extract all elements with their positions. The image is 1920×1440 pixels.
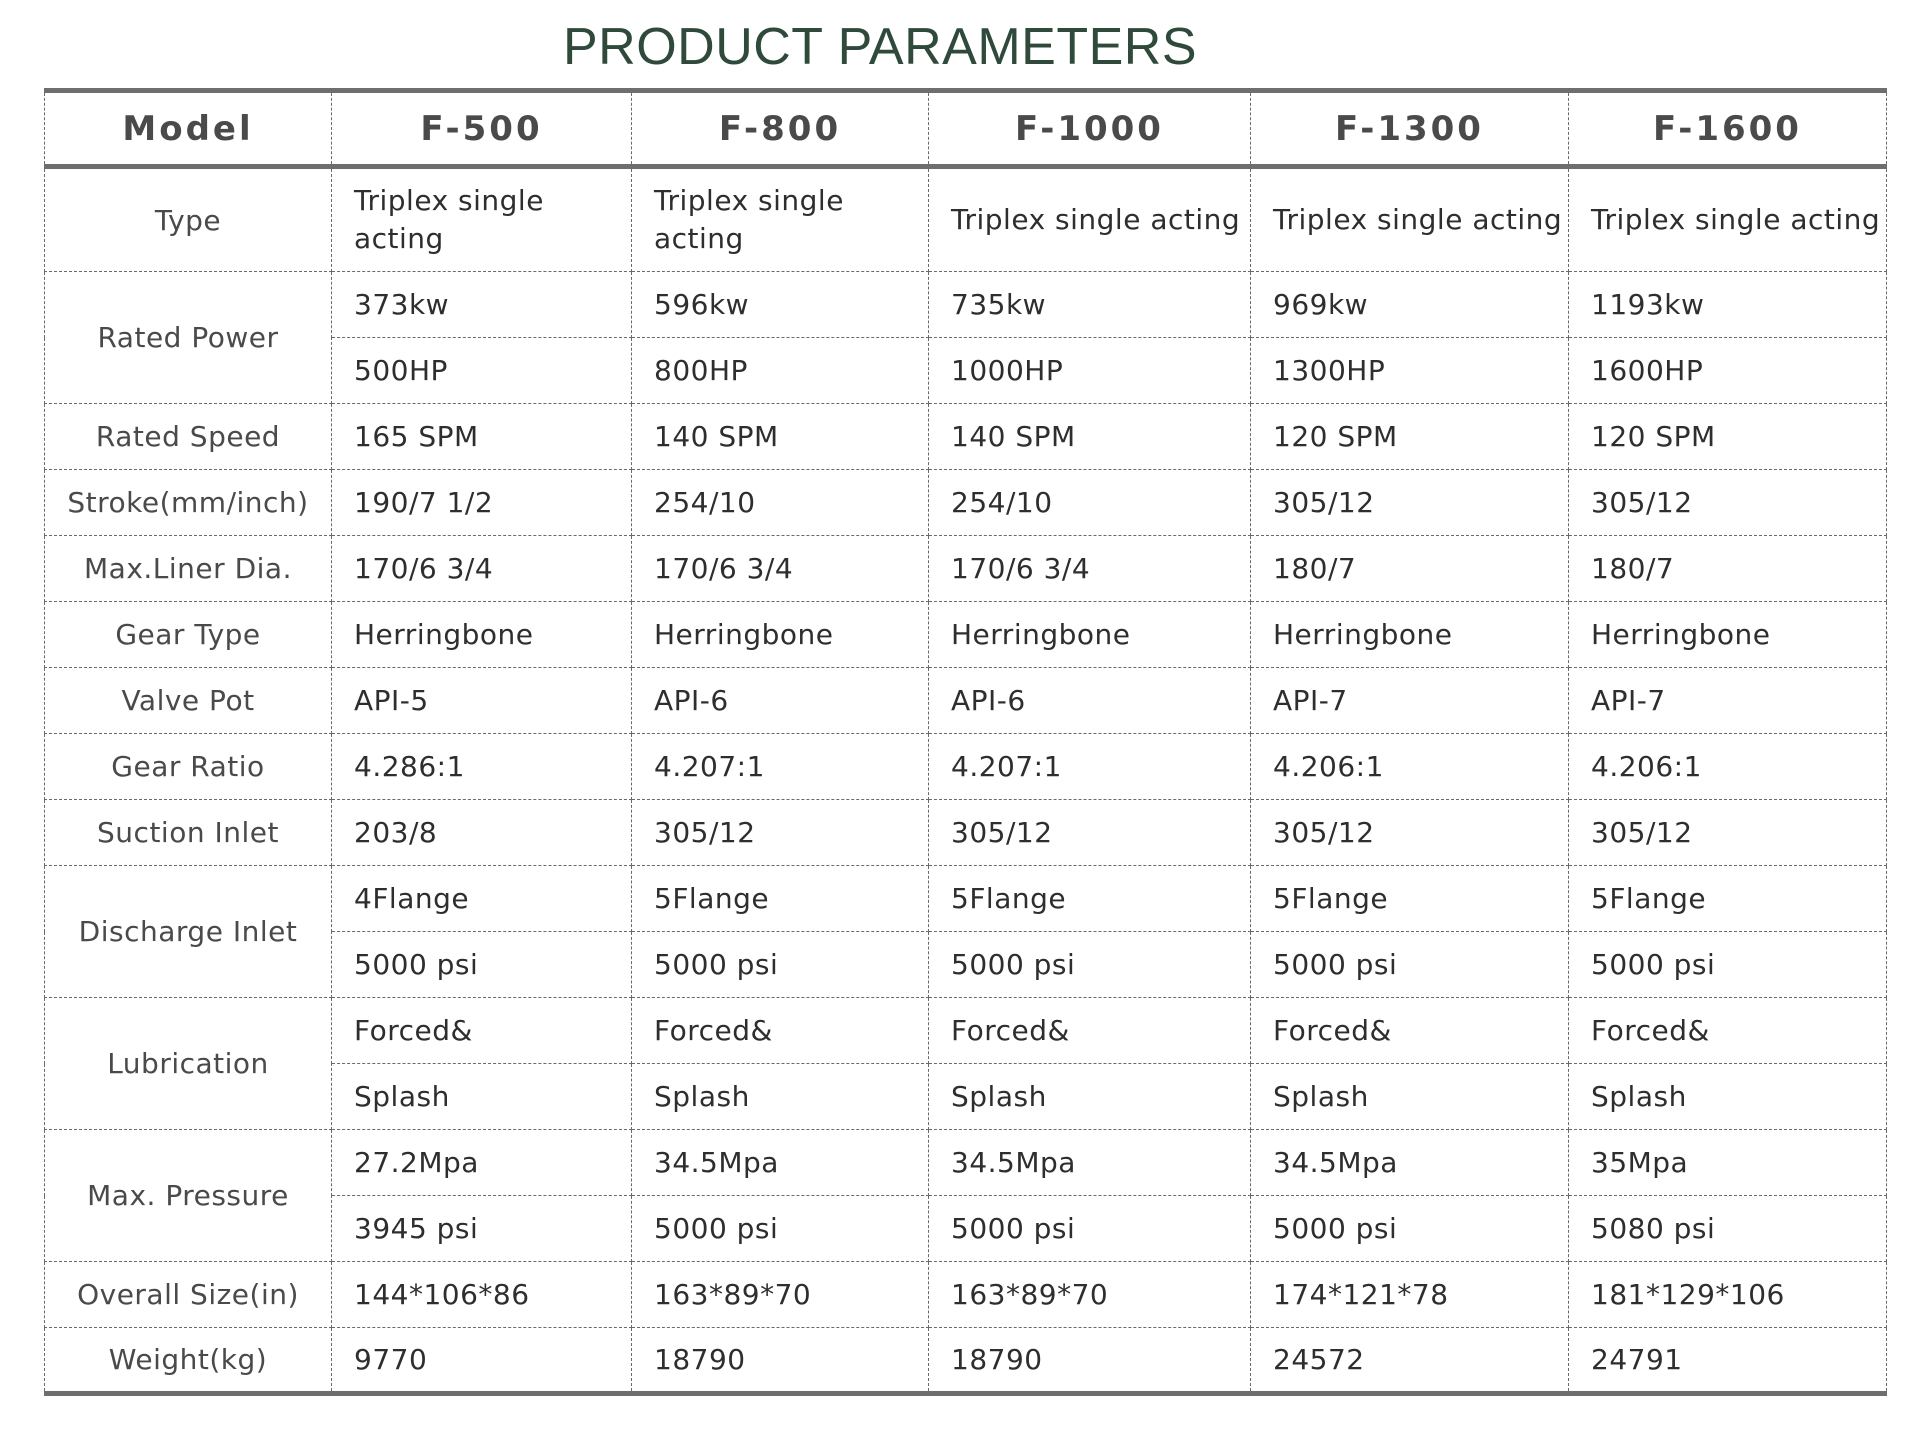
header-row: [45, 91, 1887, 167]
row-discharge-inlet-flange: [45, 866, 1887, 932]
gear-ratio-value: 4.286:1: [332, 734, 632, 800]
valve-pot-value: API-6: [929, 668, 1251, 734]
gear-type-value: Herringbone: [632, 602, 929, 668]
model-header-f800: F-800: [632, 91, 929, 167]
rated-speed-value: 140 SPM: [632, 404, 929, 470]
lubrication-line1: Forced&: [632, 998, 929, 1064]
row-gear-ratio: [45, 734, 1887, 800]
lubrication-line2: Splash: [632, 1064, 929, 1130]
overall-size-value: 163*89*70: [929, 1262, 1251, 1328]
row-label: Lubrication: [45, 998, 332, 1130]
model-header-f1300: F-1300: [1251, 91, 1569, 167]
max-liner-dia-value: 170/6 3/4: [632, 536, 929, 602]
rated-power-kw: 1193kw: [1569, 272, 1887, 338]
row-label: Suction Inlet: [45, 800, 332, 866]
overall-size-value: 144*106*86: [332, 1262, 632, 1328]
max-pressure-mpa: 35Mpa: [1569, 1130, 1887, 1196]
discharge-inlet-psi: 5000 psi: [632, 932, 929, 998]
lubrication-line1: Forced&: [1251, 998, 1569, 1064]
type-value: Triplex single acting: [632, 167, 929, 272]
row-label: Max.Liner Dia.: [45, 536, 332, 602]
gear-ratio-value: 4.206:1: [1251, 734, 1569, 800]
max-pressure-mpa: 34.5Mpa: [929, 1130, 1251, 1196]
row-label: Overall Size(in): [45, 1262, 332, 1328]
rated-power-hp: 500HP: [332, 338, 632, 404]
page-title: PRODUCT PARAMETERS: [562, 18, 1198, 76]
rated-power-hp: 800HP: [632, 338, 929, 404]
discharge-inlet-psi: 5000 psi: [332, 932, 632, 998]
row-label: Rated Power: [45, 272, 332, 404]
lubrication-line1: Forced&: [332, 998, 632, 1064]
rated-power-hp: 1300HP: [1251, 338, 1569, 404]
rated-power-kw: 596kw: [632, 272, 929, 338]
type-value: Triplex single acting: [332, 167, 632, 272]
lubrication-line1: Forced&: [1569, 998, 1887, 1064]
discharge-inlet-flange: 4Flange: [332, 866, 632, 932]
rated-power-kw: 373kw: [332, 272, 632, 338]
row-label: Stroke(mm/inch): [45, 470, 332, 536]
max-pressure-psi: 5080 psi: [1569, 1196, 1887, 1262]
row-max-pressure-mpa: [45, 1130, 1887, 1196]
valve-pot-value: API-6: [632, 668, 929, 734]
stroke-value: 254/10: [929, 470, 1251, 536]
max-pressure-mpa: 27.2Mpa: [332, 1130, 632, 1196]
row-rated-speed: [45, 404, 1887, 470]
gear-ratio-value: 4.206:1: [1569, 734, 1887, 800]
row-label: Rated Speed: [45, 404, 332, 470]
weight-value: 24791: [1569, 1328, 1887, 1394]
stroke-value: 190/7 1/2: [332, 470, 632, 536]
discharge-inlet-flange: 5Flange: [1251, 866, 1569, 932]
valve-pot-value: API-5: [332, 668, 632, 734]
product-parameters-table: [44, 88, 1887, 1396]
suction-inlet-value: 305/12: [632, 800, 929, 866]
lubrication-line1: Forced&: [929, 998, 1251, 1064]
rated-power-hp: 1600HP: [1569, 338, 1887, 404]
suction-inlet-value: 305/12: [1251, 800, 1569, 866]
model-header-f500: F-500: [332, 91, 632, 167]
row-label: Valve Pot: [45, 668, 332, 734]
row-lubrication-1: [45, 998, 1887, 1064]
row-max-liner-dia: [45, 536, 1887, 602]
weight-value: 24572: [1251, 1328, 1569, 1394]
rated-power-kw: 969kw: [1251, 272, 1569, 338]
suction-inlet-value: 203/8: [332, 800, 632, 866]
max-pressure-psi: 5000 psi: [632, 1196, 929, 1262]
overall-size-value: 174*121*78: [1251, 1262, 1569, 1328]
weight-value: 18790: [929, 1328, 1251, 1394]
max-pressure-psi: 5000 psi: [929, 1196, 1251, 1262]
row-suction-inlet: [45, 800, 1887, 866]
model-header-f1600: F-1600: [1569, 91, 1887, 167]
row-stroke: [45, 470, 1887, 536]
max-liner-dia-value: 180/7: [1569, 536, 1887, 602]
valve-pot-value: API-7: [1569, 668, 1887, 734]
gear-ratio-value: 4.207:1: [929, 734, 1251, 800]
row-rated-power-kw: [45, 272, 1887, 338]
max-pressure-psi: 5000 psi: [1251, 1196, 1569, 1262]
row-label: Max. Pressure: [45, 1130, 332, 1262]
row-valve-pot: [45, 668, 1887, 734]
max-pressure-mpa: 34.5Mpa: [632, 1130, 929, 1196]
max-liner-dia-value: 170/6 3/4: [332, 536, 632, 602]
weight-value: 18790: [632, 1328, 929, 1394]
row-overall-size: [45, 1262, 1887, 1328]
discharge-inlet-psi: 5000 psi: [1251, 932, 1569, 998]
weight-value: 9770: [332, 1328, 632, 1394]
discharge-inlet-flange: 5Flange: [929, 866, 1251, 932]
type-value: Triplex single acting: [1569, 167, 1887, 272]
model-header-f1000: F-1000: [929, 91, 1251, 167]
valve-pot-value: API-7: [1251, 668, 1569, 734]
discharge-inlet-psi: 5000 psi: [929, 932, 1251, 998]
row-weight: [45, 1328, 1887, 1394]
lubrication-line2: Splash: [1251, 1064, 1569, 1130]
type-value: Triplex single acting: [929, 167, 1251, 272]
discharge-inlet-psi: 5000 psi: [1569, 932, 1887, 998]
overall-size-value: 163*89*70: [632, 1262, 929, 1328]
rated-speed-value: 120 SPM: [1569, 404, 1887, 470]
overall-size-value: 181*129*106: [1569, 1262, 1887, 1328]
gear-type-value: Herringbone: [1569, 602, 1887, 668]
rated-power-kw: 735kw: [929, 272, 1251, 338]
rated-speed-value: 120 SPM: [1251, 404, 1569, 470]
discharge-inlet-flange: 5Flange: [1569, 866, 1887, 932]
stroke-value: 305/12: [1251, 470, 1569, 536]
stroke-value: 305/12: [1569, 470, 1887, 536]
discharge-inlet-flange: 5Flange: [632, 866, 929, 932]
type-value: Triplex single acting: [1251, 167, 1569, 272]
row-label: Weight(kg): [45, 1328, 332, 1394]
row-type: [45, 167, 1887, 272]
gear-type-value: Herringbone: [1251, 602, 1569, 668]
max-liner-dia-value: 170/6 3/4: [929, 536, 1251, 602]
lubrication-line2: Splash: [332, 1064, 632, 1130]
gear-type-value: Herringbone: [929, 602, 1251, 668]
gear-ratio-value: 4.207:1: [632, 734, 929, 800]
lubrication-line2: Splash: [929, 1064, 1251, 1130]
max-pressure-mpa: 34.5Mpa: [1251, 1130, 1569, 1196]
row-label: Type: [45, 167, 332, 272]
max-pressure-psi: 3945 psi: [332, 1196, 632, 1262]
suction-inlet-value: 305/12: [1569, 800, 1887, 866]
suction-inlet-value: 305/12: [929, 800, 1251, 866]
stroke-value: 254/10: [632, 470, 929, 536]
row-label: Gear Ratio: [45, 734, 332, 800]
rated-power-hp: 1000HP: [929, 338, 1251, 404]
rated-speed-value: 140 SPM: [929, 404, 1251, 470]
lubrication-line2: Splash: [1569, 1064, 1887, 1130]
row-gear-type: [45, 602, 1887, 668]
model-header: Model: [45, 91, 332, 167]
max-liner-dia-value: 180/7: [1251, 536, 1569, 602]
rated-speed-value: 165 SPM: [332, 404, 632, 470]
row-label: Discharge Inlet: [45, 866, 332, 998]
row-label: Gear Type: [45, 602, 332, 668]
gear-type-value: Herringbone: [332, 602, 632, 668]
